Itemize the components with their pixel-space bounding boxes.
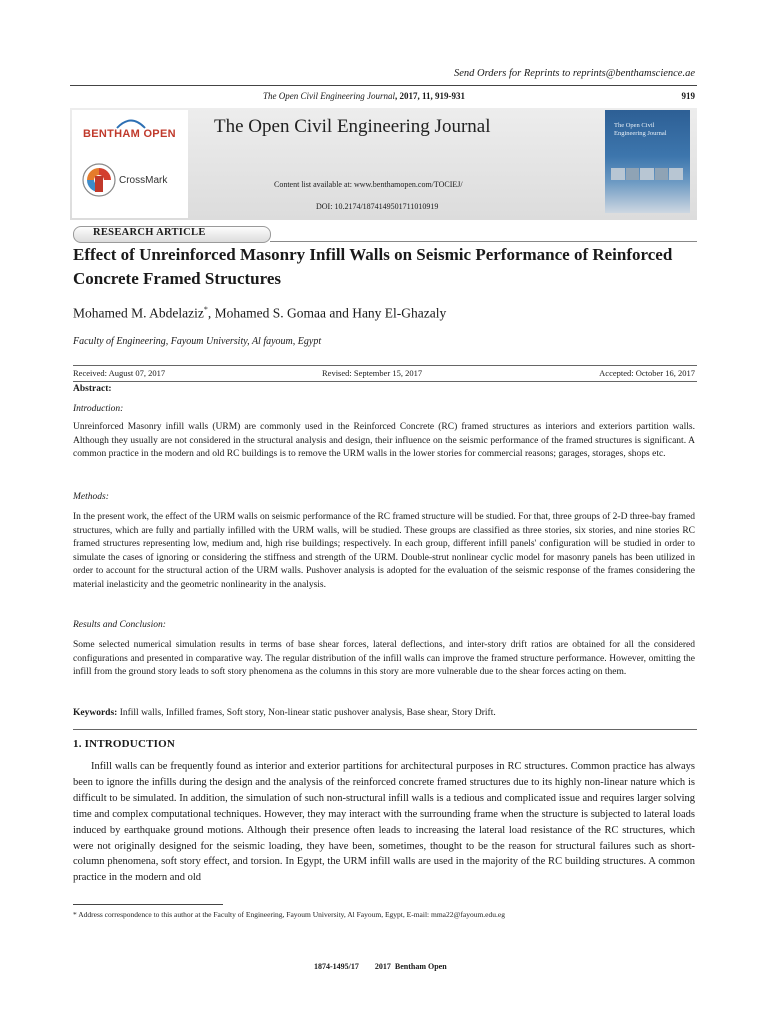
citation-line (263, 91, 465, 101)
abstract-intro-text: Unreinforced Masonry infill walls (URM) are commonly used in the Reinforced Concrete (RC) framed structures as interiors and exteriors partition walls. Although they usually are not considered in the structural analysis and design, their influence on the seismic performance of the framed structures is significant. A common practice in the modern and old RC buildings is to remove the URM walls in the lower stories for commercial reasons; garages, storages, shops etc. (73, 422, 695, 460)
bentham-open-logo[interactable]: BENTHAM OPEN (83, 128, 176, 140)
footnote-rule (73, 904, 223, 905)
citation-details: , 2017, 11, 919-931 (394, 91, 465, 101)
abstract-results-heading: Results and Conclusion: (73, 620, 166, 630)
corresponding-mark: * (203, 305, 208, 314)
crossmark-label[interactable]: CrossMark (119, 175, 168, 186)
date-accepted: Accepted: October 16, 2017 (599, 368, 695, 378)
crossmark-icon[interactable] (82, 163, 116, 197)
keywords-list: Infill walls, Infilled frames, Soft story, Non-linear static pushover analysis, Base shear, Story Drift. (117, 708, 496, 718)
other-authors: , Mohamed S. Gomaa and Hany El-Ghazaly (207, 305, 447, 321)
abstract-methods-text: In the present work, the effect of the URM walls on seismic performance of the RC framed structure will be studied. For that, three groups of 2-D three-bay framed structures, which are fully and partially infilled with the URM walls, will be studied. These groups are classified as three stories, six stories, and nine stories RC framed structures representing low, medium and, high rise buildings; respectively. In each group, different infill panels' configuration will be studied in order to simulate the cases of ignoring or considering the stiffness and strength of the URM. Double-strut nonlinear cyclic model for masonry panels has been utilized in order to account for the structural action of the URM walls. Pushover analysis is adopted for the evaluation of the seismic response of the frames considering the material inelasticity and the geometric nonlinearity in the analysis. (73, 512, 695, 590)
correspondence-footnote: * Address correspondence to this author at the Faculty of Engineering, Fayoum University, Al Fayoum, Egypt, E-mail: mma22@fayoum.edu.eg (73, 910, 505, 919)
introduction-paragraph: Infill walls can be frequently found as interior and exterior partitions for architectural purposes in RC structures. Common practice has always been to ignore the infills during the design and the analysis of the reinforced concrete framed structures due to its highly non-linear nature which is difficult to be simulated. In addition, the simulation of such non-structural infill walls is a tedious and complicated issue and requires larger solving time and complex computational techniques. However, they may interact with the surrounding frame when the structure is subjected to lateral loads induced by earthquake ground motions. Although their presence often leads to increasing the lateral load resistance of the RC structures, which were not originally designed for the seismic loading, they have been, sometimes, thought to be the reason for structural failures such as short-column phenomena, soft story effect, and torsion. In Egypt, the URM infill walls are used in the majority of the RC building structures. A common practice in the modern and old (73, 761, 695, 884)
author-name[interactable]: Mohamed M. Abdelaziz (73, 305, 204, 321)
author-list (73, 305, 446, 322)
page-number: 919 (681, 91, 695, 101)
cover-title: The Open Civil Engineering Journal (614, 122, 667, 137)
reprints-notice: Send Orders for Reprints to reprints@benthamscience.ae (453, 68, 695, 79)
article-title: Effect of Unreinforced Masonry Infill Walls on Seismic Performance of Reinforced Concrete Framed Structures (73, 245, 673, 288)
keywords-rule (73, 729, 697, 730)
date-received: Received: August 07, 2017 (73, 368, 166, 378)
journal-title: The Open Civil Engineering Journal (214, 116, 491, 137)
doi-link[interactable]: DOI: 10.2174/1874149501711010919 (316, 202, 439, 211)
abstract-methods-heading: Methods: (73, 492, 109, 502)
header-rule (70, 85, 697, 86)
date-revised: Revised: September 15, 2017 (322, 368, 423, 378)
abstract-heading: Abstract: (73, 384, 112, 394)
dates-rule-top (73, 365, 697, 366)
dates-rule-bottom (73, 381, 697, 382)
affiliation: Faculty of Engineering, Fayoum University, Al fayoum, Egypt (73, 336, 322, 347)
keywords-label: Keywords: (73, 708, 118, 718)
abstract-results-text: Some selected numerical simulation results in terms of base shear forces, lateral deflections, and inter-story drift ratios are obtained for all the considered configurations and presented in comparative way. The regular distribution of the infill walls can improve the framed structure performance. However, omitting the infill from the ground story leads to soft story phenomena as the columns in this story are more vulnerable due to the shear forces acting on them. (73, 640, 695, 678)
section-heading-introduction: 1. INTRODUCTION (73, 738, 176, 750)
abstract-intro-heading: Introduction: (73, 404, 124, 414)
keywords-line (73, 708, 496, 718)
article-type-rule (270, 241, 697, 242)
cover-photo-strip (611, 168, 683, 180)
article-type-label: RESEARCH ARTICLE (93, 227, 206, 238)
citation-journal: The Open Civil Engineering Journal (263, 91, 395, 101)
content-list-link[interactable]: Content list available at: www.benthamopen.com/TOCIEJ/ (274, 180, 463, 189)
issn-line: 1874-1495/17 2017 Bentham Open (314, 962, 447, 971)
